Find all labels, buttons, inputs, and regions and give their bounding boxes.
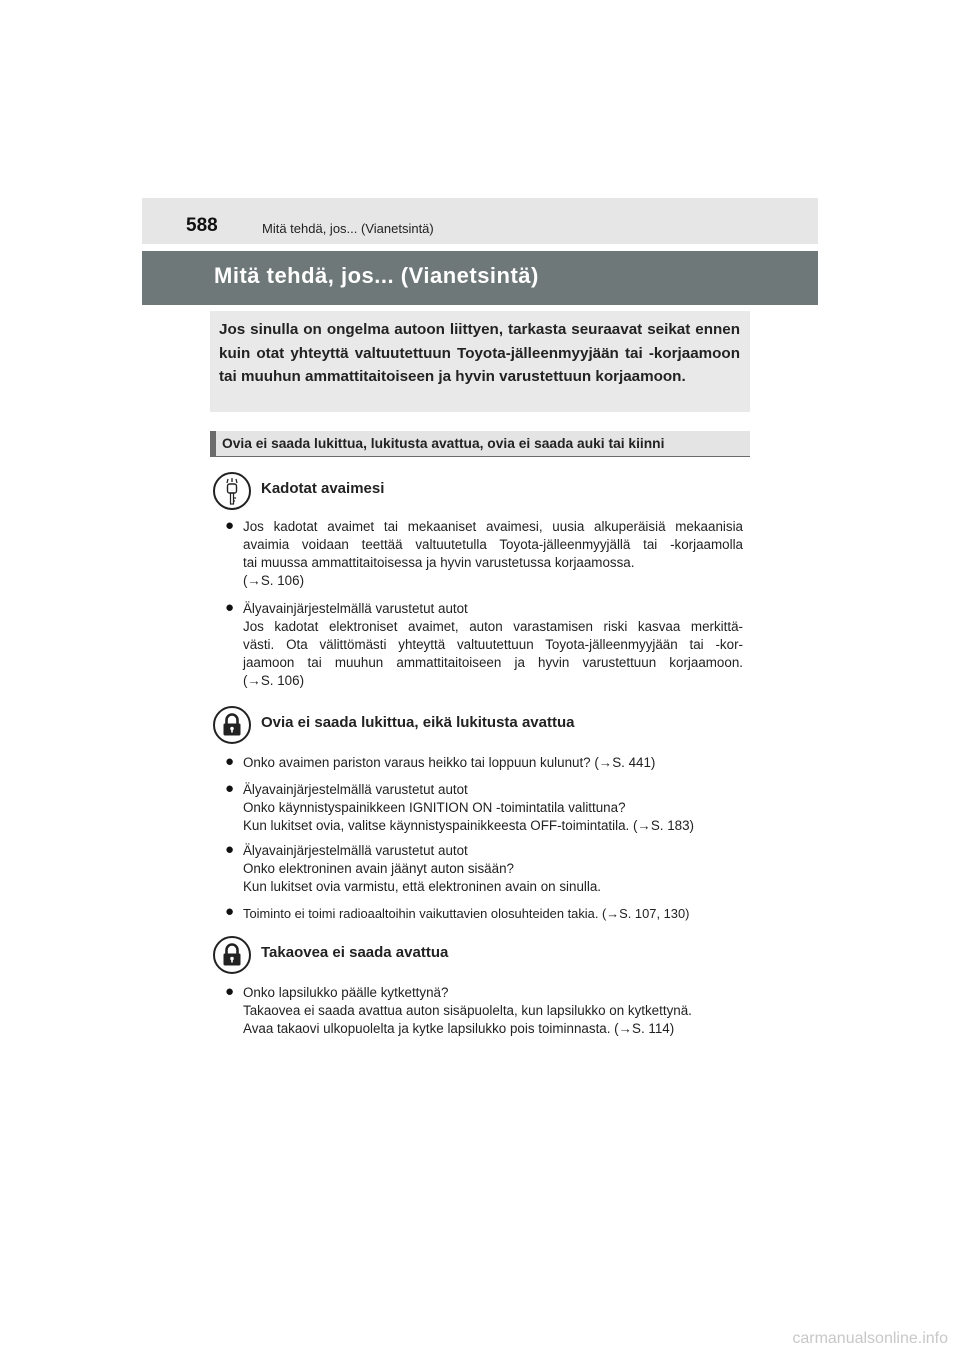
list-item-line: Toiminto ei toimi radioaaltoihin vaikuttavien olosuhteiden takia. (→S. 107, 130) <box>243 906 690 921</box>
bullet: ● <box>225 903 235 920</box>
subsection-heading-doors-lock: Ovia ei saada lukittua, eikä lukitusta avattua <box>261 714 575 731</box>
list-item-line: tai muussa ammattitaitoisessa ja hyvin varustetussa korjaamossa. <box>243 555 635 570</box>
bullet: ● <box>225 983 235 1000</box>
list-item <box>243 842 743 896</box>
list-item-line: Onko lapsilukko päälle kytkettynä? <box>243 985 449 1000</box>
list-item-line: Onko elektroninen avain jäänyt auton sisään? <box>243 861 514 876</box>
list-item-line: Kun lukitset ovia, valitse käynnistyspainikkeesta OFF-toimintatila. (→S. 183) <box>243 818 694 833</box>
running-header <box>142 198 818 244</box>
list-item <box>243 984 743 1038</box>
list-item-line: Avaa takaovi ulkopuolelta ja kytke lapsilukko pois toiminnasta. (→S. 114) <box>243 1021 675 1036</box>
bullet: ● <box>225 753 235 770</box>
list-item <box>243 518 743 590</box>
list-item-line: Älyavainjärjestelmällä varustetut autot <box>243 782 468 797</box>
list-item <box>243 600 743 690</box>
list-item-line: Onko avaimen pariston varaus heikko tai loppuun kulunut? (→S. 441) <box>243 755 656 770</box>
page-title: Mitä tehdä, jos... (Vianetsintä) <box>214 263 539 288</box>
page-number: 588 <box>186 215 218 236</box>
list-item-line: västi. Ota välittömästi yhteyttä valtuutettuun Toyota-jälleenmyyjään tai -kor- <box>243 637 743 652</box>
list-item <box>243 754 743 772</box>
key-icon <box>213 472 251 510</box>
list-item <box>243 781 743 835</box>
list-item-line: Älyavainjärjestelmällä varustetut autot <box>243 601 468 616</box>
bullet: ● <box>225 599 235 616</box>
bullet: ● <box>225 517 235 534</box>
list-item-line: Takaovea ei saada avattua auton sisäpuolelta, kun lapsilukko on kytkettynä. <box>243 1003 692 1018</box>
list-item <box>243 905 743 923</box>
subsection-heading-lost-keys: Kadotat avaimesi <box>261 480 385 497</box>
list-item-line: Jos kadotat elektroniset avaimet, auton varastamisen riski kasvaa merkittä- <box>243 619 743 634</box>
padlock-icon <box>213 706 251 744</box>
bullet: ● <box>225 780 235 797</box>
watermark: carmanualsonline.info <box>792 1330 948 1347</box>
intro-text: Jos sinulla on ongelma autoon liittyen, tarkasta seuraavat seikat ennen kuin otat yhteyttä valtuutettuun Toyota-jälleenmyyjään tai -korjaamoon tai muuhun ammattitaitoiseen ja hyvin varustettuun korjaamoon. <box>219 321 740 385</box>
list-item-line: Jos kadotat avaimet tai mekaaniset avaimesi, uusia alkuperäisiä mekaanisia <box>243 519 743 534</box>
list-item-line: Älyavainjärjestelmällä varustetut autot <box>243 843 468 858</box>
subsection-heading-rear-door: Takaovea ei saada avattua <box>261 944 449 961</box>
list-item-line: Onko käynnistyspainikkeen IGNITION ON -toimintatila valittuna? <box>243 800 626 815</box>
list-item-line: (→S. 106) <box>243 673 305 688</box>
padlock-icon <box>213 936 251 974</box>
list-item-line: avaimia voidaan teettää valtuutetulla Toyota-jälleenmyyjällä tai -korjaamolla <box>243 537 743 552</box>
list-item-line: jaamoon tai muuhun ammattitaitoiseen ja hyvin varustettuun korjaamoon. <box>243 655 743 670</box>
running-title: Mitä tehdä, jos... (Vianetsintä) <box>262 221 434 236</box>
list-item-line: Kun lukitset ovia varmistu, että elektroninen avain on sinulla. <box>243 879 602 894</box>
section-heading: Ovia ei saada lukittua, lukitusta avattua, ovia ei saada auki tai kiinni <box>222 436 665 451</box>
list-item-line: (→S. 106) <box>243 573 305 588</box>
bullet: ● <box>225 841 235 858</box>
